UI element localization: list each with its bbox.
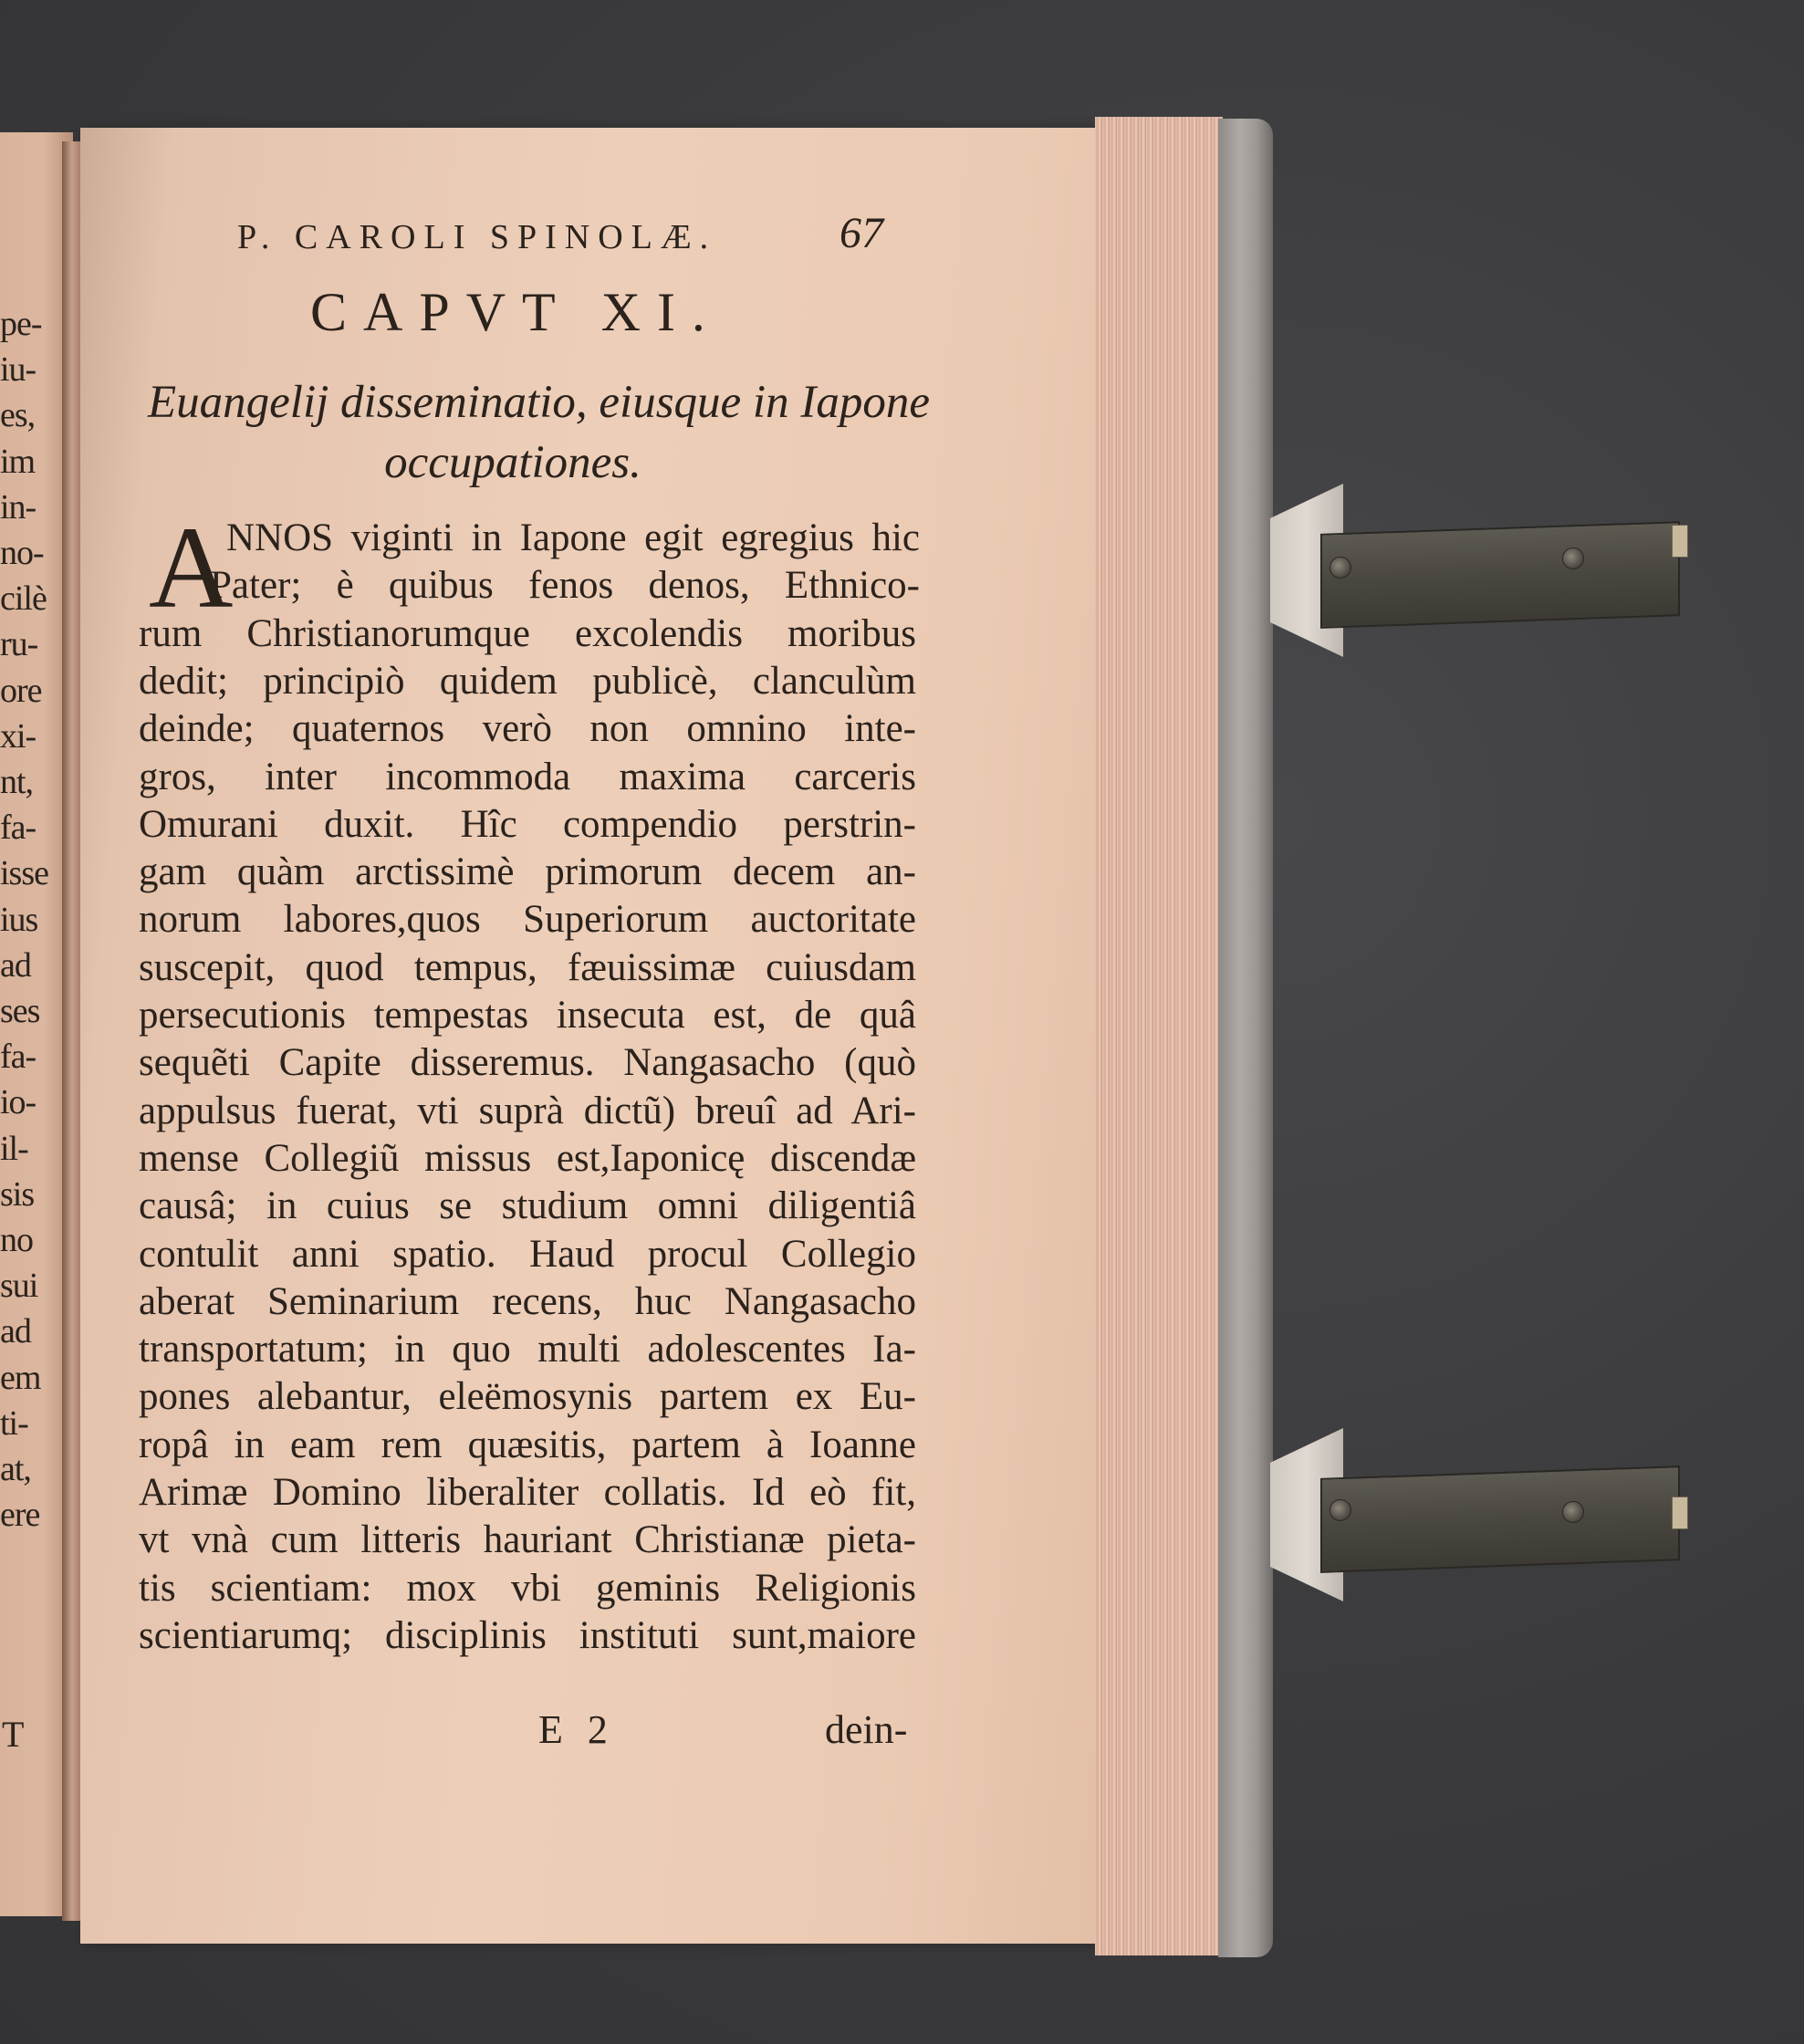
body-text-line: ropâ in eam rem quæsitis, partem à Ioanne: [139, 1423, 916, 1466]
left-page-line: ius: [0, 900, 38, 939]
left-page-line: fa-: [0, 1038, 36, 1077]
body-text-line: pones alebantur, eleëmosynis partem ex Eu-: [139, 1375, 916, 1419]
drop-cap-initial: A: [149, 503, 234, 632]
body-text-line: deinde; quaternos verò non omnino inte-: [139, 707, 916, 751]
left-page-line: iu-: [0, 350, 36, 390]
left-page-line: no: [0, 1221, 33, 1259]
rivet-icon: [1330, 1499, 1351, 1521]
body-text-line: dedit; principiò quidem publicè, clanculùm: [139, 659, 916, 703]
catchword: dein-: [825, 1707, 908, 1752]
chapter-subtitle-line-2: occupationes.: [384, 437, 641, 488]
body-text-line: mense Collegiũ missus est,Iaponicę discendæ: [139, 1136, 916, 1180]
left-page-line: cilè: [0, 579, 47, 619]
lower-clasp: [1270, 1428, 1699, 1611]
left-page-line: in-: [0, 487, 36, 527]
body-text-line: scientiarumq; disciplinis instituti sunt,maiore: [139, 1613, 916, 1657]
body-text-line: Omurani duxit. Hîc compendio perstrin-: [139, 802, 916, 846]
left-page-line: sis: [0, 1174, 35, 1214]
body-text-line: sequẽti Capite disseremus. Nangasacho (quò: [139, 1041, 916, 1085]
left-page-line: xi-: [0, 716, 36, 756]
left-page-line: im: [0, 442, 36, 481]
body-text-line: NNOS viginti in Iapone egit egregius hic: [226, 516, 920, 559]
body-text-line: Pater; è quibus fenos denos, Ethnico-: [210, 564, 920, 608]
rivet-icon: [1562, 1501, 1584, 1523]
rivet-icon: [1562, 548, 1584, 569]
body-text-line: Arimæ Domino liberaliter collatis. Id eò fit,: [139, 1471, 916, 1514]
left-page-line: io-: [0, 1083, 36, 1122]
page-number: 67: [839, 209, 883, 257]
body-text-line: rum Christianorumque excolendis moribus: [139, 611, 916, 655]
left-page-line: es,: [0, 396, 36, 435]
left-page-line: sui: [0, 1267, 38, 1306]
page-fore-edge: [1095, 117, 1223, 1955]
chapter-title: CAPVT XI.: [310, 282, 722, 342]
left-page-line: nt,: [0, 763, 34, 801]
left-page-line: ti-: [0, 1403, 28, 1443]
upper-clasp-plate: [1320, 521, 1680, 629]
body-text-line: aberat Seminarium recens, huc Nangasacho: [139, 1279, 916, 1323]
left-page-line: fa-: [0, 808, 36, 848]
clasp-hook-icon: [1672, 1496, 1688, 1529]
left-page-line: em: [0, 1358, 41, 1397]
lower-clasp-plate: [1320, 1465, 1680, 1573]
left-page-line: ad: [0, 1312, 31, 1351]
body-text-line: norum labores,quos Superiorum auctoritate: [139, 898, 916, 942]
body-text-line: gam quàm arctissimè primorum decem an-: [139, 850, 916, 894]
left-page-line: ru-: [0, 625, 38, 664]
book-cover-edge: [1218, 119, 1273, 1957]
chapter-subtitle-line-1: Euangelij disseminatio, eiusque in Iapone: [148, 377, 930, 428]
left-page-line: no-: [0, 534, 44, 572]
rivet-icon: [1330, 557, 1351, 579]
body-text-line: causâ; in cuius se studium omni diligentiâ: [139, 1184, 916, 1228]
left-page-catchword: T: [2, 1714, 25, 1755]
left-page-line: ses: [0, 992, 40, 1030]
body-text-line: transportatum; in quo multi adolescentes Ia-: [139, 1328, 916, 1371]
clasp-hook-icon: [1672, 525, 1688, 558]
body-text-line: tis scientiam: mox vbi geminis Religionis: [139, 1566, 916, 1610]
body-text-line: vt vnà cum litteris hauriant Christianæ pieta-: [139, 1518, 916, 1562]
body-text-line: appulsus fuerat, vti suprà dictũ) breuî ad Ari-: [139, 1089, 916, 1132]
left-page-line: at,: [0, 1450, 31, 1488]
running-head: P. CAROLI SPINOLÆ.: [237, 218, 717, 256]
left-page-line: ad: [0, 945, 31, 985]
left-page-line: ore: [0, 671, 42, 710]
left-page-line: pe-: [0, 305, 42, 343]
body-text-line: gros, inter incommoda maxima carceris: [139, 755, 916, 798]
left-page-line: il-: [0, 1129, 28, 1168]
left-page-line: isse: [0, 854, 48, 893]
signature-mark: E 2: [538, 1707, 615, 1752]
left-page-line: ere: [0, 1496, 40, 1535]
body-text-line: persecutionis tempestas insecuta est, de quâ: [139, 994, 916, 1037]
body-text-line: suscepit, quod tempus, fæuissimæ cuiusdam: [139, 945, 916, 989]
body-text-line: contulit anni spatio. Haud procul Collegio: [139, 1232, 916, 1276]
upper-clasp: [1270, 484, 1699, 666]
